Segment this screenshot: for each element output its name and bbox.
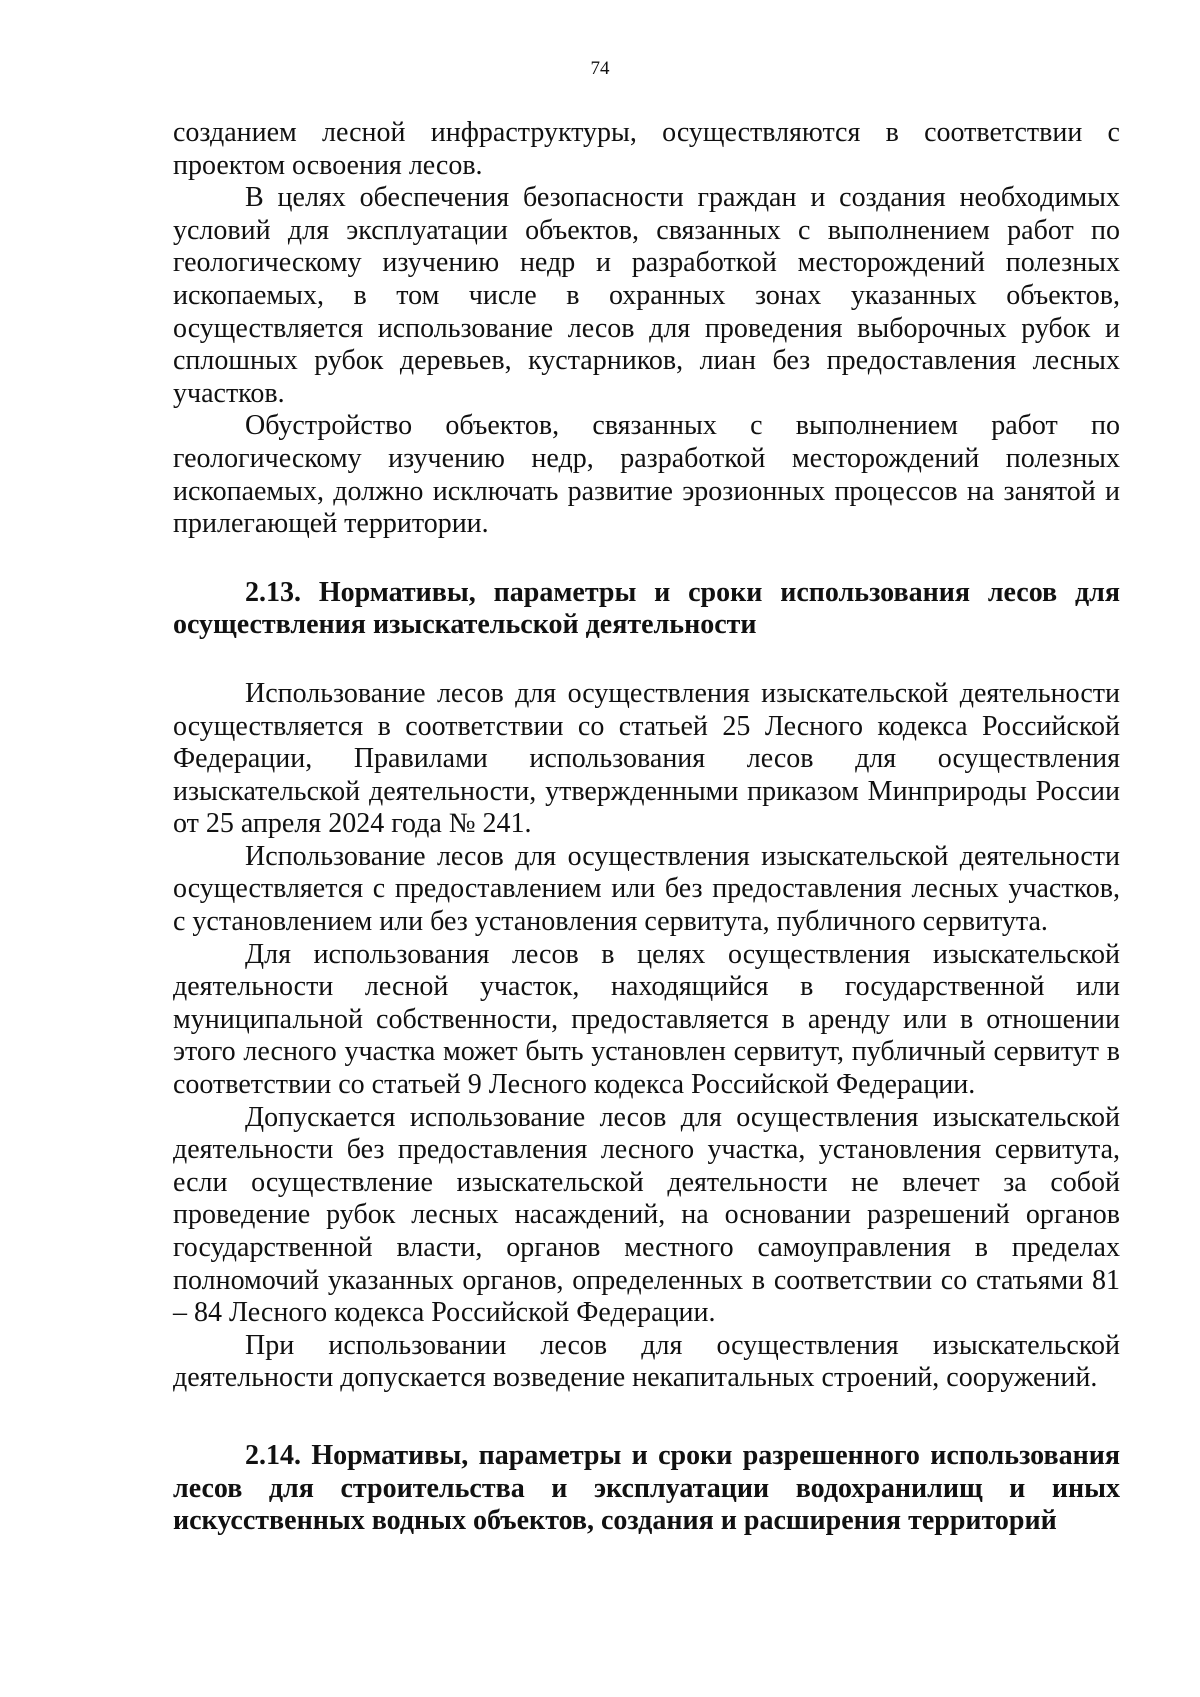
paragraph-2-13-structures: При использовании лесов для осуществления изыскательской деятельности допускается возведение некапитальных строений, сооружений. [173,1329,1120,1394]
section-heading-2-14: 2.14. Нормативы, параметры и сроки разрешенного использования лесов для строительства и эксплуатации водохранилищ и иных искусственных водных объектов, создания и расширения территорий [173,1439,1120,1537]
paragraph-2-13-without-allocation: Допускается использование лесов для осуществления изыскательской деятельности без предоставления лесного участка, установления сервитута, если осуществление изыскательской деятельности не влечет за собой проведение рубок лесных насаждений, на основании разрешений органов государственной власти, органов местного самоуправления в пределах полномочий указанных органов, определенных в соответствии со статьями 81 – 84 Лесного кодекса Российской Федерации. [173,1101,1120,1329]
page-number: 74 [590,58,610,79]
paragraph-safety-logging: В целях обеспечения безопасности граждан и создания необходимых условий для эксплуатации объектов, связанных с выполнением работ по геологическому изучению недр и разработкой месторождений полезных ископаемых, в том числе в охранных зонах указанных объектов, осуществляется использование лесов для проведения выборочных рубок и сплошных рубок деревьев, кустарников, лиан без предоставления лесных участков. [173,182,1120,409]
paragraph-2-13-allocation: Использование лесов для осуществления изыскательской деятельности осуществляется с предоставлением или без предоставления лесных участков, с установлением или без установления сервитута, публичного сервитута. [173,840,1120,938]
document-body [173,117,1120,1538]
paragraph-2-13-legal-basis: Использование лесов для осуществления изыскательской деятельности осуществляется в соответствии со статьей 25 Лесного кодекса Российской Федерации, Правилами использования лесов для осуществления изыскательской деятельности, утвержденными приказом Минприроды России от 25 апреля 2024 года № 241. [173,677,1120,840]
paragraph-erosion-prevention: Обустройство объектов, связанных с выполнением работ по геологическому изучению недр, разработкой месторождений полезных ископаемых, должно исключать развитие эрозионных процессов на занятой и прилегающей территории. [173,410,1120,540]
section-heading-2-13: 2.13. Нормативы, параметры и сроки использования лесов для осуществления изыскательской деятельности [173,576,1120,641]
continuation-paragraph: созданием лесной инфраструктуры, осуществляются в соответствии с проектом освоения лесов. [173,117,1120,181]
paragraph-2-13-lease: Для использования лесов в целях осуществления изыскательской деятельности лесной участок, находящийся в государственной или муниципальной собственности, предоставляется в аренду или в отношении этого лесного участка может быть установлен сервитут, публичный сервитут в соответствии со статьей 9 Лесного кодекса Российской Федерации. [173,938,1120,1101]
